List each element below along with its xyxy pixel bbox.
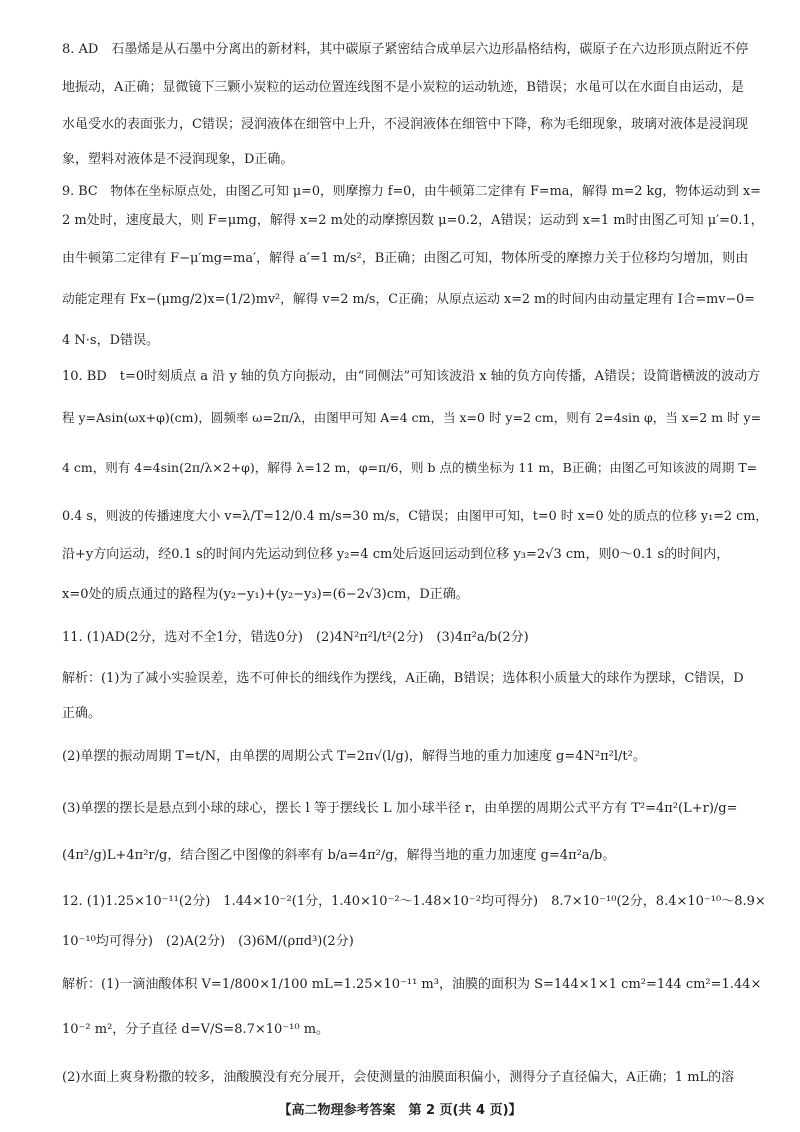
text-line: 解析：(1)为了减小实验误差，选不可伸长的细线作为摆线，A正确，B错误；选体积小质量大的球作为摆球，C错误，D	[62, 671, 744, 686]
text-line: x=0处的质点通过的路程为(y₂−y₁)+(y₂−y₃)=(6−2√3)cm，D正确。	[62, 587, 469, 602]
text-line: 10⁻¹⁰均可得分) (2)A(2分) (3)6M/(ρπd³)(2分)	[62, 934, 354, 949]
text-line: 水黾受水的表面张力，C错误；浸润液体在细管中上升，不浸润液体在细管中下降，称为毛细现象，玻璃对液体是浸润现	[62, 117, 748, 132]
text-line: 9. BC 物体在坐标原点处，由图乙可知 μ=0，则摩擦力 f=0，由牛顿第二定律有 F=ma，解得 m=2 kg，物体运动到 x=	[62, 184, 761, 199]
text-line: 12. (1)1.25×10⁻¹¹(2分) 1.44×10⁻²(1分，1.40×10⁻²～1.48×10⁻²均可得分) 8.7×10⁻¹⁰(2分，8.4×10⁻¹⁰～8.9×	[62, 894, 766, 909]
text-line: (2)水面上爽身粉撒的较多，油酸膜没有充分展开，会使测量的油膜面积偏小，测得分子直径偏大，A正确；1 mL的溶	[62, 1070, 735, 1085]
text-line: 10⁻² m²，分子直径 d=V/S=8.7×10⁻¹⁰ m。	[62, 1022, 330, 1037]
text-line: 解析：(1)一滴油酸体积 V=1/800×1/100 mL=1.25×10⁻¹¹ m³，油膜的面积为 S=144×1×1 cm²=144 cm²=1.44×	[62, 977, 762, 992]
text-line: 正确。	[62, 706, 102, 721]
text-line: 11. (1)AD(2分，选对不全1分，错选0分) (2)4N²π²l/t²(2分) (3)4π²a/b(2分)	[62, 630, 529, 645]
text-line: 程 y=Asin(ωx+φ)(cm)，圆频率 ω=2π/λ，由图甲可知 A=4 cm，当 x=0 时 y=2 cm，则有 2=4sin φ，当 x=2 m 时 y=	[62, 410, 762, 425]
text-line: 动能定理有 Fx−(μmg/2)x=(1/2)mv²，解得 v=2 m/s，C正确；从原点运动 x=2 m的时间内由动量定理有 I合=mv−0=	[62, 292, 755, 307]
page-footer: 【高二物理参考答案 第 2 页(共 4 页)】	[278, 1103, 522, 1118]
text-line: 象，塑料对液体是不浸润现象，D正确。	[62, 152, 294, 167]
text-line: 4 cm，则有 4=4sin(2π/λ×2+φ)，解得 λ=12 m，φ=π/6，则 b 点的横坐标为 11 m，B正确；由图乙可知该波的周期 T=	[62, 460, 758, 475]
text-line: 沿+y方向运动，经0.1 s的时间内先运动到位移 y₂=4 cm处后返回运动到位移 y₃=2√3 cm，则0～0.1 s的时间内，	[62, 547, 730, 562]
text-line: 2 m处时，速度最大，则 F=μmg，解得 x=2 m处的动摩擦因数 μ=0.2，A错误；运动到 x=1 m时由图乙可知 μ′=0.1，	[62, 213, 764, 228]
text-line: (2)单摆的振动周期 T=t/N，由单摆的周期公式 T=2π√(l/g)，解得当地的重力加速度 g=4N²π²l/t²。	[62, 749, 646, 764]
text-line: 由牛顿第二定律有 F−μ′mg=ma′，解得 a′=1 m/s²，B正确；由图乙可知，物体所受的摩擦力关于位移均匀增加，则由	[62, 251, 749, 266]
text-line: (3)单摆的摆长是悬点到小球的球心，摆长 l 等于摆线长 L 加小球半径 r，由单摆的周期公式平方有 T²=4π²(L+r)/g=	[62, 801, 738, 816]
text-line: (4π²/g)L+4π²r/g，结合图乙中图像的斜率有 b/a=4π²/g，解得当地的重力加速度 g=4π²a/b。	[62, 848, 616, 863]
text-line: 0.4 s，则波的传播速度大小 v=λ/T=12/0.4 m/s=30 m/s，C错误；由图甲可知，t=0 时 x=0 处的质点的位移 y₁=2 cm，	[62, 509, 768, 524]
text-line: 地振动，A正确；显微镜下三颗小炭粒的运动位置连线图不是小炭粒的运动轨迹，B错误；水黾可以在水面自由运动，是	[62, 80, 744, 95]
text-line: 4 N·s，D错误。	[62, 333, 160, 348]
text-line: 8. AD 石墨烯是从石墨中分离出的新材料，其中碳原子紧密结合成单层六边形晶格结构，碳原子在六边形顶点附近不停	[62, 42, 749, 57]
text-line: 10. BD t=0时刻质点 a 沿 y 轴的负方向振动，由“同侧法”可知该波沿 x 轴的负方向传播，A错误；设简谐横波的波动方	[62, 369, 761, 384]
